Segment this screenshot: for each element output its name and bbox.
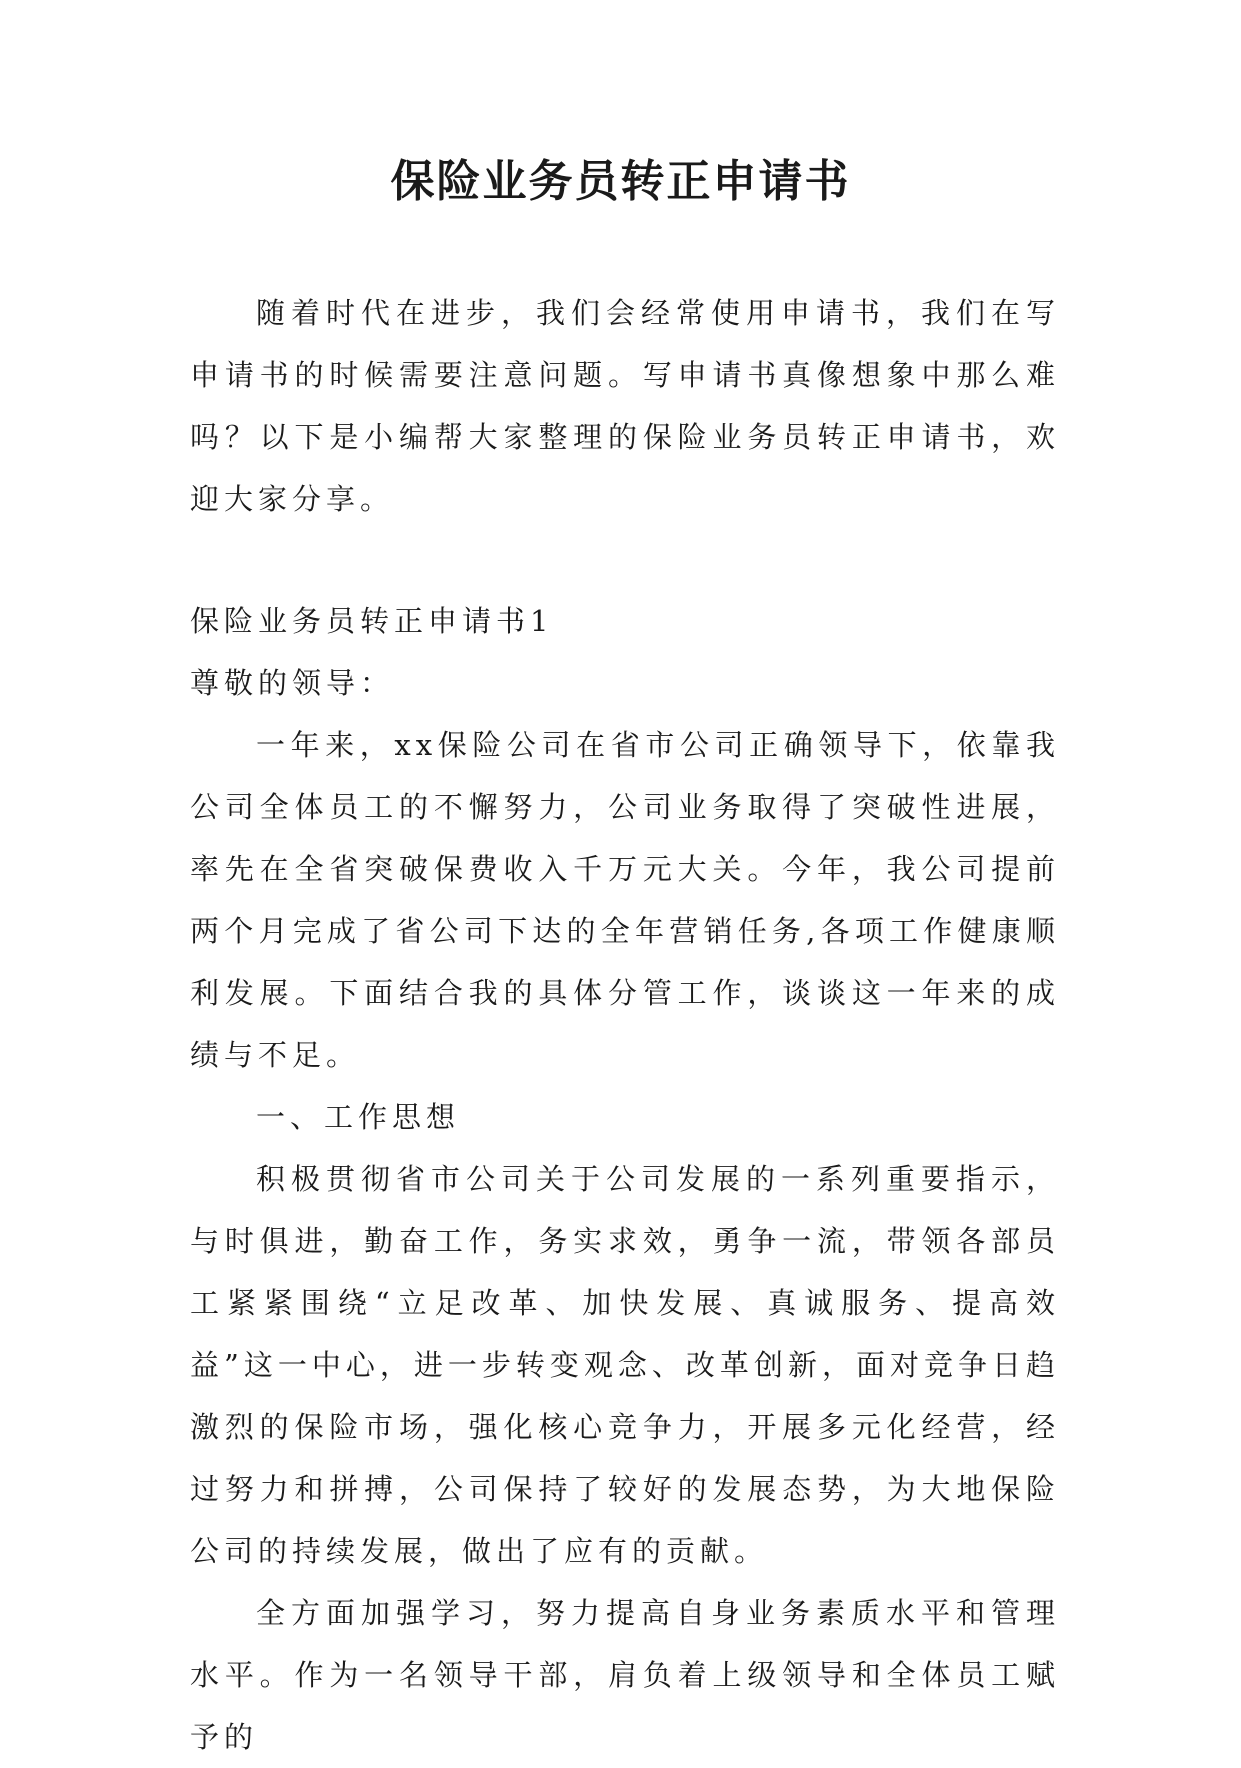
body-paragraph-3: 全方面加强学习，努力提高自身业务素质水平和管理水平。作为一名领导干部，肩负着上级领导和全体员工赋予的 — [190, 1596, 1060, 1754]
section-heading: 保险业务员转正申请书1 — [190, 604, 554, 638]
subheading-work-thoughts: 一、工作思想 — [256, 1100, 461, 1134]
salutation: 尊敬的领导： — [190, 666, 395, 700]
document-title: 保险业务员转正申请书 — [390, 156, 851, 207]
document-body — [190, 282, 1060, 1768]
body-paragraph-1: 一年来，xx保险公司在省市公司正确领导下，依靠我公司全体员工的不懈努力，公司业务取得了突破性进展，率先在全省突破保费收入千万元大关。今年，我公司提前两个月完成了省公司下达的全年营销任务,各项工作健康顺利发展。下面结合我的具体分管工作，谈谈这一年来的成绩与不足。 — [190, 728, 1060, 1072]
intro-paragraph: 随着时代在进步，我们会经常使用申请书，我们在写申请书的时候需要注意问题。写申请书真像想象中那么难吗？以下是小编帮大家整理的保险业务员转正申请书，欢迎大家分享。 — [190, 296, 1060, 516]
body-paragraph-2: 积极贯彻省市公司关于公司发展的一系列重要指示，与时俱进，勤奋工作，务实求效，勇争一流，带领各部员工紧紧围绕“立足改革、加快发展、真诚服务、提高效益”这一中心，进一步转变观念、改革创新，面对竞争日趋激烈的保险市场，强化核心竞争力，开展多元化经营，经过努力和拼搏，公司保持了较好的发展态势，为大地保险公司的持续发展，做出了应有的贡献。 — [190, 1162, 1060, 1568]
